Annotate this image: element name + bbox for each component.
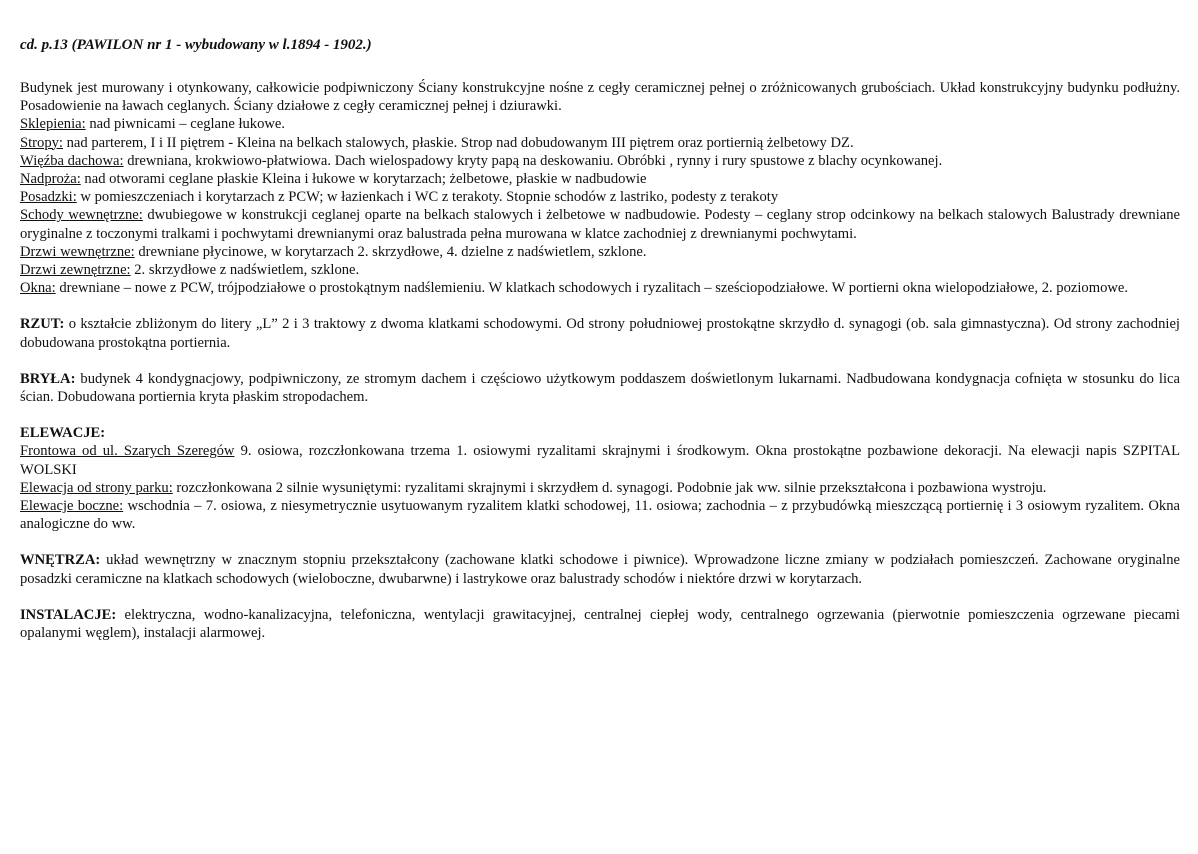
section-text: o kształcie zbliżonym do litery „L” 2 i 3 traktowy z dwoma klatkami schodowymi. Od strony południowej prostokątne skrzydło d. synagogi (ob. sala gimnastyczna). Od strony zachodniej dobudowana prostokątna portiernia. [20, 316, 1180, 351]
item-label: Drzwi wewnętrzne: [20, 243, 135, 260]
item-text: rozczłonkowana 2 silnie wysuniętymi: ryzalitami skrajnymi i skrzydłem d. synagogi. Podobnie jak ww. silnie przekształcona i pozbawiona wystroju. [172, 479, 1047, 496]
section-label: BRYŁA: [20, 370, 76, 387]
item-text: drewniane płycinowe, w korytarzach 2. skrzydłowe, 4. dzielne z nadświetlem, szklone. [134, 243, 647, 260]
item-drzwi-wewnetrzne [20, 243, 1180, 261]
section-text: elektryczna, wodno-kanalizacyjna, telefoniczna, wentylacji grawitacyjnej, centralnej ciepłej wody, centralnego ogrzewania (pierwotnie pomieszczenia ogrzewane piecami opalanymi węglem), instalacji alarmowej. [20, 606, 1180, 642]
section-rzut [20, 315, 1180, 351]
item-text: nad piwnicami – ceglane łukowe. [85, 116, 286, 133]
item-sklepienia [20, 115, 1180, 133]
item-label: Stropy: [20, 134, 63, 151]
item-label: Frontowa od ul. Szarych Szeregów [20, 443, 235, 460]
item-text: drewniana, krokwiowo-płatwiowa. Dach wielospadowy kryty papą na deskowaniu. Obróbki , rynny i rury spustowe z blachy ocynkowanej. [123, 152, 943, 169]
item-text: 2. skrzydłowe z nadświetlem, szklone. [130, 262, 360, 279]
item-text: 9. osiowa, rozczłonkowana trzema 1. osiowymi ryzalitami skrajnymi i środkowym. Okna prostokątne pozbawione dekoracji. Na elewacji napis SZPITAL WOLSKI [20, 443, 1180, 478]
item-text: wschodnia – 7. osiowa, z niesymetrycznie usytuowanym ryzalitem klatki schodowej, 11. osiowa; zachodnia – z przybudówką mieszczącą portiernię i 3 osiowym ryzalitem. Okna analogiczne do ww. [20, 498, 1180, 533]
item-text: nad parterem, I i II piętrem - Kleina na belkach stalowych, płaskie. Strop nad dobudowanym III piętrem oraz portiernią żelbetowy DZ. [62, 134, 854, 151]
item-label: Schody wewnętrzne: [20, 207, 143, 224]
item-label: Posadzki: [20, 189, 77, 206]
section-text: budynek 4 kondygnacjowy, podpiwniczony, ze stromym dachem i częściowo użytkowym poddaszem doświetlonym lukarnami. Nadbudowana kondygnacja cofnięta w stosunku do lica ścian. Dobudowana portiernia kryta płaskim stropodachem. [20, 370, 1180, 406]
section-wnetrza [20, 551, 1180, 587]
item-wiezba [20, 152, 1180, 170]
section-text: układ wewnętrzny w znacznym stopniu przekształcony (zachowane klatki schodowe i piwnice). Wprowadzone liczne zmiany w podziałach pomieszczeń. Zachowane oryginalne posadzki ceramiczne na klatkach schodowych (wieloboczne, dwubarwne) i lastrykowe oraz balustrady schodów i niektóre drzwi w korytarzach. [20, 552, 1180, 587]
section-elewacje [20, 424, 1180, 533]
item-label: Okna: [20, 280, 56, 297]
item-label: Elewacja od strony parku: [20, 479, 173, 496]
item-label: Drzwi zewnętrzne: [20, 262, 131, 279]
section-label: WNĘTRZA: [20, 552, 101, 569]
item-stropy [20, 134, 1180, 152]
elewacje-boczne [20, 497, 1180, 533]
item-text: nad otworami ceglane płaskie Kleina i łukowe w korytarzach; żelbetowe, płaskie w nadbudowie [80, 171, 647, 188]
item-label: Więźba dachowa: [20, 152, 124, 169]
item-label: Nadproża: [20, 171, 81, 188]
item-posadzki [20, 188, 1180, 206]
item-schody [20, 206, 1180, 242]
item-text: drewniane – nowe z PCW, trójpodziałowe o prostokątnym nadślemieniu. W klatkach schodowych i ryzalitach – sześciopodziałowe. W portierni okna wielopodziałowe, 2. poziomowe. [55, 280, 1129, 297]
section-instalacje [20, 606, 1180, 642]
construction-items [20, 115, 1180, 297]
elewacja-park [20, 479, 1180, 497]
section-label: RZUT: [20, 316, 65, 333]
item-nadproza [20, 170, 1180, 188]
item-drzwi-zewnetrzne [20, 261, 1180, 279]
item-text: w pomieszczeniach i korytarzach z PCW; w łazienkach i WC z terakoty. Stopnie schodów z lastriko, podesty z terakoty [76, 189, 779, 206]
section-bryla [20, 370, 1180, 406]
section-label: INSTALACJE: [20, 606, 117, 623]
item-label: Sklepienia: [20, 116, 86, 133]
item-okna [20, 279, 1180, 297]
intro-paragraph: Budynek jest murowany i otynkowany, całkowicie podpiwniczony Ściany konstrukcyjne nośne z cegły ceramicznej pełnej o zróżnicowanych grubościach. Układ konstrukcyjny budynku podłużny. Posadowienie na ławach ceglanych. Ściany działowe z cegły ceramicznej pełnej i dziurawki. [20, 80, 1180, 115]
document-header: cd. p.13 (PAWILON nr 1 - wybudowany w l.1894 - 1902.) [20, 37, 372, 53]
item-label: Elewacje boczne: [20, 498, 124, 515]
item-text: dwubiegowe w konstrukcji ceglanej oparte na belkach stalowych i żelbetowe w nadbudowie. Podesty – ceglany strop odcinkowy na belkach stalowych Balustrady drewniane oryginalne z toczonymi tralkami i pochwytami drewnianymi oraz balustrada pełna murowana w klatce zachodniej z drewnianymi pochwytami. [20, 207, 1180, 242]
elewacja-frontowa [20, 442, 1180, 478]
section-heading: ELEWACJE: [20, 425, 106, 442]
